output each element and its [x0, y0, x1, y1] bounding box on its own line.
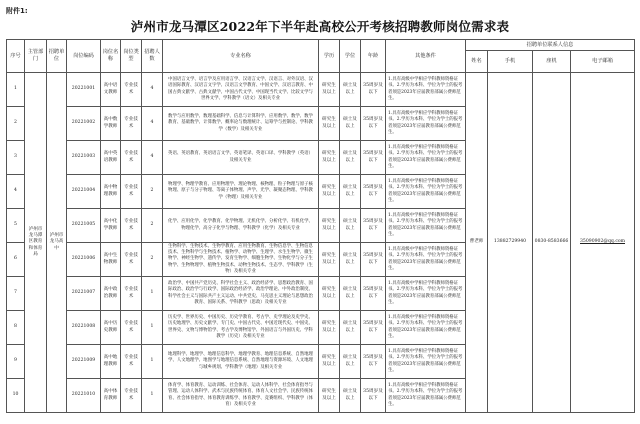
cell-seq: 3 — [7, 141, 25, 175]
cell-age: 35周岁及以下 — [361, 107, 386, 141]
table-row — [7, 73, 635, 107]
header-contact-name: 姓名 — [466, 51, 488, 73]
cell-post-type: 专业技术 — [121, 277, 142, 311]
header-major: 专业名称 — [163, 40, 319, 73]
cell-post-type: 专业技术 — [121, 175, 142, 209]
cell-degree: 硕士及以上 — [340, 209, 361, 243]
cell-age: 35周岁及以下 — [361, 141, 386, 175]
cell-seq: 2 — [7, 107, 25, 141]
cell-count: 2 — [142, 243, 163, 277]
cell-major: 生物科学、生物技术、生物学教育、应用生物教育、生物信息学、生物信息技术、生物科学与生物技术、植物学、动物学、生理学、水生生物学、微生物学、神经生物学、遗传学、发育生物学、细胞生物学、生物化学与分子生物学、生物物理学、植物生物技术、动物生物技术、生态学、学科教学（生物）及相关专业 — [163, 243, 319, 277]
cell-major: 政治学、中国共产党历史、科学社会主义、政治经济学、思想政治教育、国际政治、政治学与行政学、国际政治经济学、政治学理论、中外政治制度、科学社会主义与国际共产主义运动、中共党史、马克思主义理论与思想政治教育、国际关系、学科教学（思政）及相关专业 — [163, 277, 319, 311]
header-seq: 序号 — [7, 40, 25, 73]
cell-dept: 泸州市龙马潭区教育和体育局 — [25, 73, 47, 413]
cell-code: 20221010 — [67, 379, 101, 413]
cell-age: 35周岁及以下 — [361, 73, 386, 107]
header-contact-phone: 座机 — [533, 51, 571, 73]
cell-count: 1 — [142, 345, 163, 379]
cell-degree: 硕士及以上 — [340, 379, 361, 413]
cell-other: 1.具有高级中学相应学科教师资格证书。2.学历为本科、学位为学士的报考者须是2023年应届教育部属公费师范生。 — [386, 277, 466, 311]
header-education: 学历 — [319, 40, 340, 73]
header-code: 岗位编码 — [67, 40, 101, 73]
cell-other: 1.具有高级中学相应学科教师资格证书。2.学历为本科、学位为学士的报考者须是2023年应届教育部属公费师范生。 — [386, 243, 466, 277]
cell-count: 4 — [142, 107, 163, 141]
recruitment-table — [6, 39, 635, 413]
cell-other: 1.具有高级中学相应学科教师资格证书。2.学历为本科、学位为学士的报考者须是2023年应届教育部属公费师范生。 — [386, 311, 466, 345]
cell-code: 20221002 — [67, 107, 101, 141]
cell-major: 化学、应用化学、化学教育、化学物理、无机化学、分析化学、有机化学、物理化学、高分子化学与物理、学科教学（化学）及相关专业 — [163, 209, 319, 243]
cell-post-name: 高中物理教师 — [101, 175, 121, 209]
cell-age: 35周岁及以下 — [361, 311, 386, 345]
header-contact-mobile: 手机 — [488, 51, 533, 73]
cell-degree: 硕士及以上 — [340, 141, 361, 175]
cell-other: 1.具有高级中学相应学科教师资格证书。2.学历为本科、学位为学士的报考者须是2023年应届教育部属公费师范生。 — [386, 175, 466, 209]
cell-post-name: 高中历史教师 — [101, 311, 121, 345]
header-degree: 学位 — [340, 40, 361, 73]
cell-major: 物理学、物理学教育、应用物理学、理论物理、核物理、粒子物理与原子核物理、原子与分子物理、等离子体物理、声学、光学、凝聚态物理、学科教学（物理）及相关专业 — [163, 175, 319, 209]
cell-post-name: 高中化学教师 — [101, 209, 121, 243]
cell-code: 20221003 — [67, 141, 101, 175]
header-age: 年龄 — [361, 40, 386, 73]
cell-major: 地理科学、地理学、地理信息科学、地理学教育、地理信息系统、自然地理学、人文地理学、地图学与地理信息系统、自然地理与资源环境、人文地理与城乡规划、学科教学（地理）及相关专业 — [163, 345, 319, 379]
cell-seq: 5 — [7, 209, 25, 243]
cell-post-name: 高中语文教师 — [101, 73, 121, 107]
cell-code: 20221001 — [67, 73, 101, 107]
cell-contact-name: 曹老师 — [466, 73, 488, 413]
cell-seq: 10 — [7, 379, 25, 413]
cell-age: 35周岁及以下 — [361, 345, 386, 379]
cell-post-name: 高中政治教师 — [101, 277, 121, 311]
cell-major: 英语、英语教育、英语语言文学、英语笔译、英语口译、学科教学（英语）及相关专业 — [163, 141, 319, 175]
cell-education: 研究生及以上 — [319, 345, 340, 379]
cell-degree: 硕士及以上 — [340, 277, 361, 311]
cell-contact-mobile: 13882729940 — [488, 73, 533, 413]
cell-education: 研究生及以上 — [319, 243, 340, 277]
cell-seq: 6 — [7, 243, 25, 277]
cell-other: 1.具有高级中学相应学科教师资格证书。2.学历为本科、学位为学士的报考者须是2023年应届教育部属公费师范生。 — [386, 141, 466, 175]
cell-other: 1.具有高级中学相应学科教师资格证书。2.学历为本科、学位为学士的报考者须是2023年应届教育部属公费师范生。 — [386, 107, 466, 141]
cell-education: 研究生及以上 — [319, 379, 340, 413]
cell-seq: 8 — [7, 311, 25, 345]
header-unit: 招聘单位 — [47, 40, 67, 73]
cell-post-name: 高中英语教师 — [101, 141, 121, 175]
cell-count: 4 — [142, 73, 163, 107]
cell-degree: 硕士及以上 — [340, 107, 361, 141]
cell-count: 1 — [142, 311, 163, 345]
cell-age: 35周岁及以下 — [361, 175, 386, 209]
cell-degree: 硕士及以上 — [340, 73, 361, 107]
document-title: 泸州市龙马潭区2022年下半年赴高校公开考核招聘教师岗位需求表 — [130, 19, 510, 34]
cell-education: 研究生及以上 — [319, 175, 340, 209]
cell-major: 体育学、体育教育、运动训练、社会体育、运动人体科学、社会体育指导与管理、运动人体科学、武术与民族传统体育、体育人文社会学、民族传统体育、社会体育指导、体育教育训练学、体育教学、竞赛组织、学科教学（体育）及相关专业 — [163, 379, 319, 413]
cell-post-type: 专业技术 — [121, 243, 142, 277]
cell-age: 35周岁及以下 — [361, 379, 386, 413]
cell-count: 4 — [142, 141, 163, 175]
cell-age: 35周岁及以下 — [361, 243, 386, 277]
cell-code: 20221008 — [67, 311, 101, 345]
cell-education: 研究生及以上 — [319, 141, 340, 175]
cell-post-type: 专业技术 — [121, 73, 142, 107]
cell-post-name: 高中体育教师 — [101, 379, 121, 413]
header-post-name: 岗位名称 — [101, 40, 121, 73]
attachment-label: 附件1: — [6, 7, 28, 15]
cell-contact-email[interactable]: 35090902@qq.com — [571, 73, 635, 413]
cell-seq: 1 — [7, 73, 25, 107]
cell-education: 研究生及以上 — [319, 107, 340, 141]
cell-post-type: 专业技术 — [121, 209, 142, 243]
cell-code: 20221004 — [67, 175, 101, 209]
cell-other: 1.具有高级中学相应学科教师资格证书。2.学历为本科、学位为学士的报考者须是2023年应届教育部属公费师范生。 — [386, 73, 466, 107]
cell-major: 中国语言文学、语言学及应用语言学、汉语言文学、汉语言、对外汉语、汉语国际教育、汉语言文字学、汉语言文学教育、中国文学、汉语言教育、中国古典文献学、古典文献学、中国古代文学、中国现当代文学、比较文学与世界文学、学科教学（语文）及相关专业 — [163, 73, 319, 107]
cell-seq: 9 — [7, 345, 25, 379]
cell-count: 1 — [142, 277, 163, 311]
cell-age: 35周岁及以下 — [361, 277, 386, 311]
cell-education: 研究生及以上 — [319, 277, 340, 311]
cell-contact-phone: 0830-8583666 — [533, 73, 571, 413]
cell-post-type: 专业技术 — [121, 311, 142, 345]
header-contact-group: 招聘单位联系人信息 — [466, 40, 635, 51]
cell-education: 研究生及以上 — [319, 311, 340, 345]
cell-seq: 4 — [7, 175, 25, 209]
cell-post-name: 高中数学教师 — [101, 107, 121, 141]
header-dept: 主管部门 — [25, 40, 47, 73]
cell-post-type: 专业技术 — [121, 345, 142, 379]
cell-education: 研究生及以上 — [319, 209, 340, 243]
cell-other: 1.具有高级中学相应学科教师资格证书。2.学历为本科、学位为学士的报考者须是2023年应届教育部属公费师范生。 — [386, 345, 466, 379]
header-post-type: 岗位类型 — [121, 40, 142, 73]
cell-major: 历史学、世界历史、中国历史、历史学教育、考古学、史学理论及史学史、历史地理学、历史文献学、专门史、中国古代史、中国近现代史、中国史、世界史、文物与博物馆学、考古学及博物馆学、外国语言与外国历史、学科教学（历史）及相关专业 — [163, 311, 319, 345]
cell-count: 2 — [142, 209, 163, 243]
cell-post-type: 专业技术 — [121, 141, 142, 175]
cell-post-type: 专业技术 — [121, 107, 142, 141]
cell-post-name: 高中地理教师 — [101, 345, 121, 379]
cell-code: 20221007 — [67, 277, 101, 311]
cell-education: 研究生及以上 — [319, 73, 340, 107]
cell-code: 20221009 — [67, 345, 101, 379]
cell-degree: 硕士及以上 — [340, 345, 361, 379]
header-count: 招聘人数 — [142, 40, 163, 73]
cell-post-name: 高中生物教师 — [101, 243, 121, 277]
cell-unit: 泸州市龙马高中 — [47, 73, 67, 413]
cell-count: 1 — [142, 379, 163, 413]
cell-code: 20221005 — [67, 209, 101, 243]
cell-age: 35周岁及以下 — [361, 209, 386, 243]
cell-major: 数学与应用数学、数理基础科学、信息与计算科学、应用数学、数学、数学教育、基础数学、计算数学、概率论与数理统计、运筹学与控制论、学科教学（数学）及相关专业 — [163, 107, 319, 141]
cell-code: 20221006 — [67, 243, 101, 277]
header-other: 其他条件 — [386, 40, 466, 73]
cell-count: 2 — [142, 175, 163, 209]
cell-degree: 硕士及以上 — [340, 311, 361, 345]
header-contact-email: 电子邮箱 — [571, 51, 635, 73]
cell-post-type: 专业技术 — [121, 379, 142, 413]
cell-seq: 7 — [7, 277, 25, 311]
cell-degree: 硕士及以上 — [340, 175, 361, 209]
cell-other: 1.具有高级中学相应学科教师资格证书。2.学历为本科、学位为学士的报考者须是2023年应届教育部属公费师范生。 — [386, 379, 466, 413]
cell-other: 1.具有高级中学相应学科教师资格证书。2.学历为本科、学位为学士的报考者须是2023年应届教育部属公费师范生。 — [386, 209, 466, 243]
cell-degree: 硕士及以上 — [340, 243, 361, 277]
